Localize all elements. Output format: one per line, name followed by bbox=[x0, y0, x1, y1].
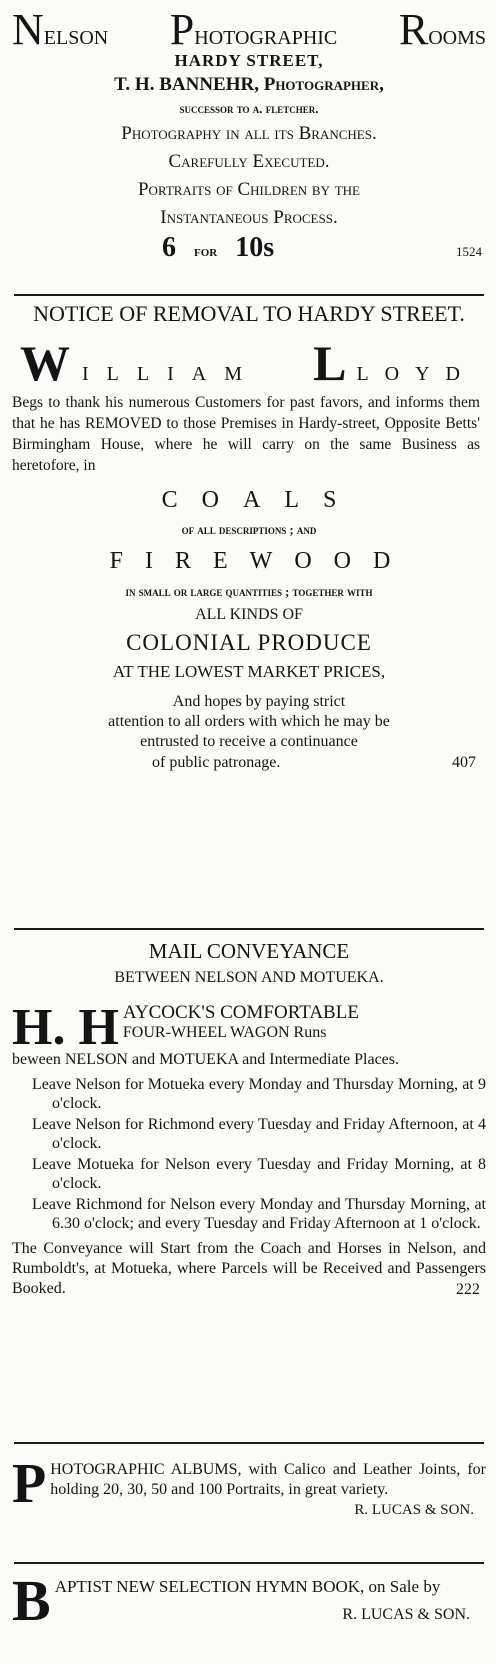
mail-subtitle: BETWEEN NELSON AND MOTUEKA. bbox=[114, 969, 384, 986]
produce-line: COLONIAL PRODUCE bbox=[126, 630, 372, 655]
prices-line: AT THE LOWEST MARKET PRICES, bbox=[112, 662, 386, 681]
coals-heading: COALS bbox=[161, 487, 361, 513]
schedule-item: Leave Richmond for Nelson every Monday and Thursday Morning, at 6.30 o'clock; and every Tuesday and Friday Afternoon at 1 o'clock. bbox=[32, 1196, 486, 1232]
ad-baptist-hymn-book bbox=[12, 1570, 486, 1650]
drop-capital: P bbox=[12, 1453, 47, 1515]
divider bbox=[14, 928, 484, 930]
firewood-heading: FIREWOOD bbox=[109, 548, 413, 574]
intro-rest: beween NELSON and MOTUEKA and Intermediate Places. bbox=[12, 1051, 399, 1068]
name-heading bbox=[12, 326, 486, 392]
price-quantity: 6 bbox=[162, 232, 176, 263]
coals-sub: of all descriptions ; and bbox=[181, 523, 317, 537]
ad-heading bbox=[12, 0, 486, 54]
heading-word: ELSON bbox=[43, 27, 109, 49]
divider bbox=[14, 1562, 484, 1564]
name-word: LOYD bbox=[356, 363, 476, 385]
divider bbox=[14, 1442, 484, 1444]
heading-initial: R bbox=[398, 5, 429, 54]
ad-reference: 407 bbox=[452, 754, 476, 771]
hymn-text: APTIST NEW SELECTION HYMN BOOK, on Sale by bbox=[54, 1577, 441, 1596]
heading-word: HOTOGRAPHIC bbox=[194, 27, 338, 49]
mail-intro bbox=[12, 999, 486, 1069]
albums-text: HOTOGRAPHIC ALBUMS, with Calico and Leather Joints, for holding 20, 30, 50 and 100 Portraits, in great variety. bbox=[50, 1461, 486, 1498]
price-for: for bbox=[194, 243, 218, 260]
tagline: Portraits of Children by the bbox=[137, 179, 360, 200]
ad-mail-conveyance bbox=[12, 936, 486, 1436]
intro-first: AYCOCK'S COMFORTABLE bbox=[122, 1002, 359, 1023]
closing-line: entrusted to receive a continuance bbox=[140, 733, 358, 750]
ad-photographic-albums bbox=[12, 1450, 486, 1556]
drop-capital: B bbox=[12, 1568, 51, 1633]
ad-reference: 1524 bbox=[456, 244, 482, 259]
lloyd-body: Begs to thank his numerous Customers for past favors, and informs them that he has REMOVED to those Premises in Hardy-street, Opposite Betts' Birmingham House, where he will carry on the same Business as heretofore, in bbox=[12, 394, 480, 474]
successor-line: successor to a. fletcher. bbox=[179, 101, 319, 116]
mail-closing: The Conveyance will Start from the Coach and Horses in Nelson, and Rumboldt's, at Motueka, where Parcels will be Received and Passengers Booked. bbox=[12, 1240, 486, 1297]
ad-william-lloyd bbox=[12, 302, 486, 922]
name-initial: W bbox=[20, 335, 70, 391]
schedule-item: Leave Nelson for Richmond every Tuesday and Friday Afternoon, at 4 o'clock. bbox=[32, 1116, 486, 1152]
name-initial: L bbox=[313, 335, 347, 391]
ad-nelson-photographic bbox=[12, 0, 486, 288]
tagline: Instantaneous Process. bbox=[160, 207, 338, 228]
price-amount: 10s bbox=[235, 232, 275, 263]
closing-line: attention to all orders with which he may be bbox=[108, 713, 390, 730]
hymn-seller: R. LUCAS & SON. bbox=[342, 1606, 470, 1623]
price-line bbox=[12, 232, 486, 266]
notice-heading: NOTICE OF REMOVAL TO HARDY STREET. bbox=[33, 301, 465, 326]
mail-title: MAIL CONVEYANCE bbox=[148, 939, 350, 963]
tagline: Photography in all its Branches. bbox=[121, 123, 377, 144]
heading-initial: P bbox=[169, 5, 195, 54]
name-word: ILLIAM bbox=[82, 363, 260, 385]
drop-capital: H. H bbox=[12, 999, 119, 1056]
street-line: HARDY STREET, bbox=[174, 51, 324, 70]
heading-word: OOMS bbox=[428, 27, 486, 49]
divider bbox=[14, 294, 484, 296]
ad-reference: 222 bbox=[456, 1281, 480, 1298]
schedule-list bbox=[12, 1075, 486, 1233]
albums-seller: R. LUCAS & SON. bbox=[354, 1502, 474, 1518]
intro-second: FOUR-WHEEL WAGON Runs bbox=[122, 1024, 327, 1041]
schedule-item: Leave Motueka for Nelson every Tuesday and Friday Morning, at 8 o'clock. bbox=[32, 1156, 486, 1192]
closing-line: And hopes by paying strict bbox=[172, 693, 346, 710]
schedule-item: Leave Nelson for Motueka every Monday and Thursday Morning, at 9 o'clock. bbox=[32, 1076, 486, 1112]
kinds-line: ALL KINDS OF bbox=[195, 606, 303, 623]
firewood-sub: in small or large quantities ; together with bbox=[125, 585, 373, 599]
tagline: Carefully Executed. bbox=[168, 151, 330, 172]
closing-final: of public patronage. 407 bbox=[12, 752, 486, 774]
heading-initial: N bbox=[12, 5, 44, 54]
photographer-line: T. H. BANNEHR, Photographer, bbox=[114, 74, 384, 95]
